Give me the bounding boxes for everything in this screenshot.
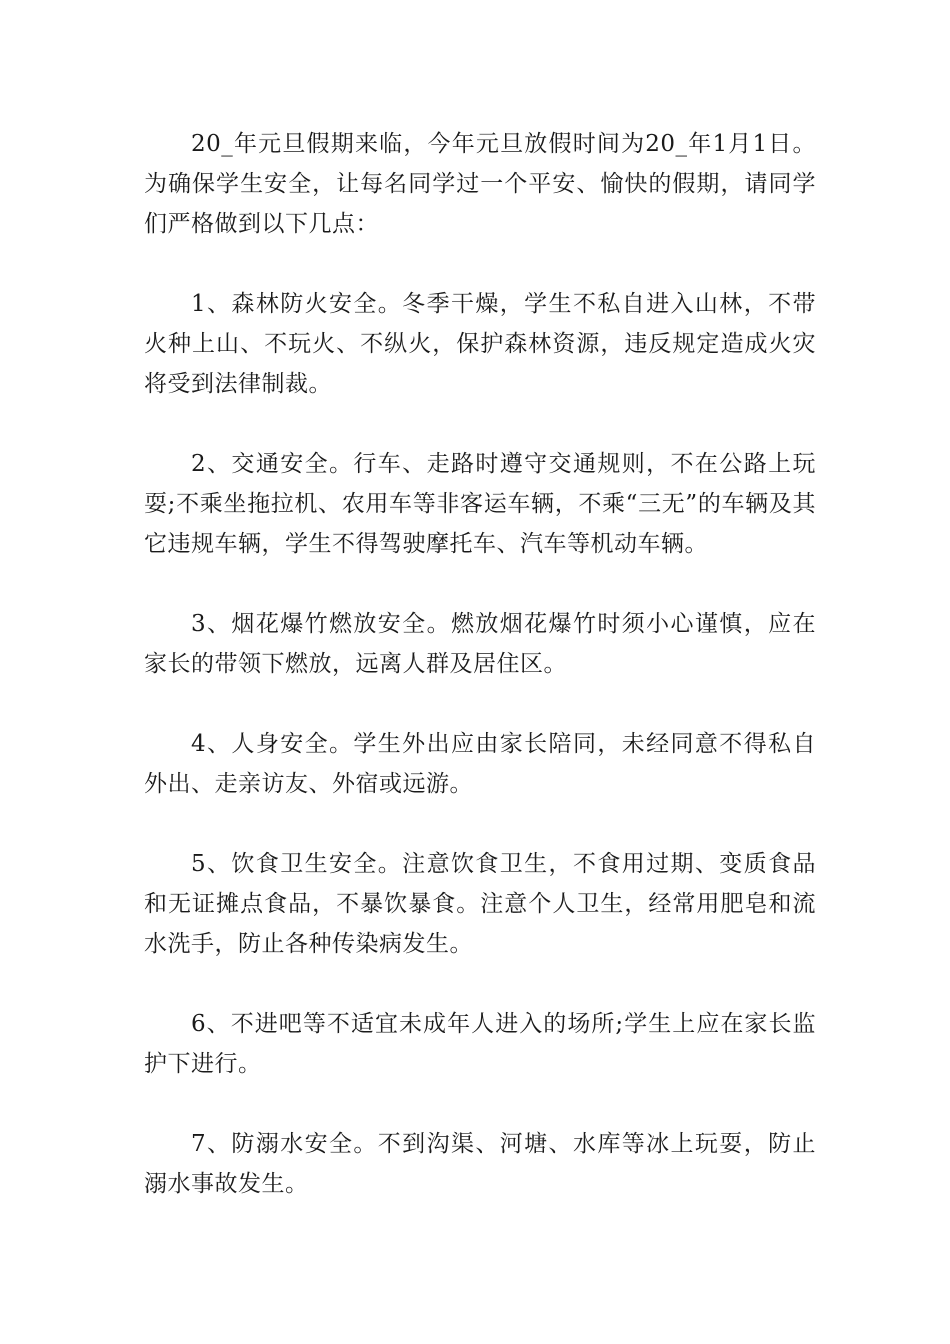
item-paragraph-forest-fire: 1、森林防火安全。冬季干燥，学生不私自进入山林，不带火种上山、不玩火、不纵火，保护森林资源，违反规定造成火灾将受到法律制裁。: [144, 291, 816, 397]
item-paragraph-venues: 6、不进吧等不适宜未成年人进入的场所;学生上应在家长监护下进行。: [144, 1011, 816, 1077]
item-paragraph-fireworks: 3、烟花爆竹燃放安全。燃放烟花爆竹时须小心谨慎，应在家长的带领下燃放，远离人群及居住区。: [144, 611, 816, 677]
item-paragraph-drowning: 7、防溺水安全。不到沟渠、河塘、水库等冰上玩耍，防止溺水事故发生。: [144, 1131, 816, 1197]
document-page: [144, 124, 816, 1204]
item-paragraph-food-hygiene: 5、饮食卫生安全。注意饮食卫生，不食用过期、变质食品和无证摊点食品，不暴饮暴食。注意个人卫生，经常用肥皂和流水洗手，防止各种传染病发生。: [144, 851, 816, 957]
item-paragraph-personal-safety: 4、人身安全。学生外出应由家长陪同，未经同意不得私自外出、走亲访友、外宿或远游。: [144, 731, 816, 797]
item-paragraph-traffic: 2、交通安全。行车、走路时遵守交通规则，不在公路上玩耍;不乘坐拖拉机、农用车等非客运车辆，不乘“三无”的车辆及其它违规车辆，学生不得驾驶摩托车、汽车等机动车辆。: [144, 451, 816, 557]
intro-paragraph: 20_年元旦假期来临，今年元旦放假时间为20_年1月1日。为确保学生安全，让每名同学过一个平安、愉快的假期，请同学们严格做到以下几点：: [144, 131, 816, 237]
